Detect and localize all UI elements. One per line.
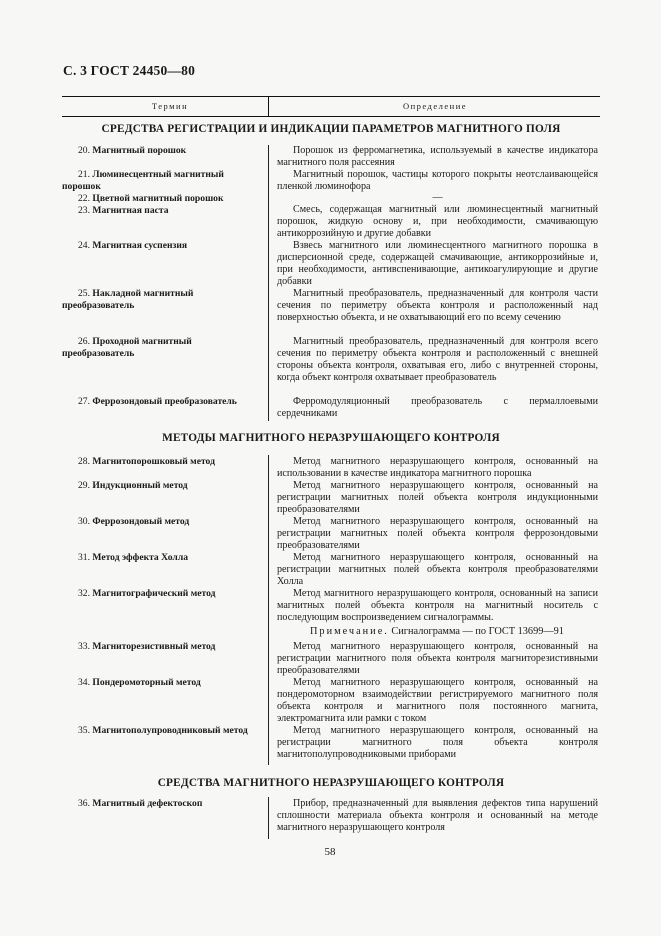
definition-item: Метод магнитного неразрушающего контроля, основанный на записи магнитных полей объекта контроля на магнитный носитель с последующим воспроизведением сигналограммы. bbox=[277, 588, 598, 624]
table-top-rule bbox=[62, 96, 600, 97]
page-number: 58 bbox=[324, 846, 336, 858]
definition-item: Метод магнитного неразрушающего контроля, основанный на регистрации магнитных полей объекта контроля преобразователями Холла bbox=[277, 552, 598, 588]
definition-item: Взвесь магнитного или люминесцентного магнитного порошка в дисперсионной среде, содержащей смачивающие, антикоррозийные и, при необходимости, антивспенивающие, антикоагулирующие и другие добавки bbox=[277, 240, 598, 288]
term-item: 26. Проходной магнитный преобразователь bbox=[62, 336, 192, 360]
section-title-registration: СРЕДСТВА РЕГИСТРАЦИИ И ИНДИКАЦИИ ПАРАМЕТРОВ МАГНИТНОГО ПОЛЯ bbox=[101, 123, 561, 135]
term-item: 31. Метод эффекта Холла bbox=[78, 552, 188, 563]
term-item: 22. Цветной магнитный порошок bbox=[78, 193, 224, 204]
definition-item: Метод магнитного неразрушающего контроля, основанный на регистрации магнитных полей объекта контроля феррозондовыми преобразователями bbox=[277, 516, 598, 552]
column-header-term: Термин bbox=[151, 101, 189, 111]
column-divider bbox=[268, 455, 269, 765]
term-item: 25. Накладной магнитный преобразователь bbox=[62, 288, 194, 312]
term-item: 33. Магниторезистивный метод bbox=[78, 641, 216, 652]
section-title-instruments: СРЕДСТВА МАГНИТНОГО НЕРАЗРУШАЮЩЕГО КОНТРОЛЯ bbox=[157, 777, 505, 789]
definition-item: Метод магнитного неразрушающего контроля, основанный на пондеромоторном взаимодействии регистрируемого магнитного поля объекта контроля и магнитного поля постоянного магнита, электромагнита или рамки с током bbox=[277, 677, 598, 725]
term-item: 23. Магнитная паста bbox=[78, 205, 169, 216]
definition-item: Метод магнитного неразрушающего контроля, основанный на регистрации магнитного поля объекта контроля магниторезистивными преобразователями bbox=[277, 641, 598, 677]
definition-item: Ферромодуляционный преобразователь с пермаллоевыми сердечниками bbox=[277, 396, 598, 420]
term-item: 30. Феррозондовый метод bbox=[78, 516, 190, 527]
definition-item: — bbox=[432, 192, 443, 203]
definition-item: Магнитный порошок, частицы которого покрыты неотслаивающейся пленкой люминофора bbox=[277, 169, 598, 193]
column-header-definition: Определение bbox=[402, 101, 468, 111]
definition-item: Смесь, содержащая магнитный или люминесцентный магнитный порошок, жидкую основу и, при необходимости, смачивающую антикоррозийную и другие добавки bbox=[277, 204, 598, 240]
definition-item: Порошок из ферромагнетика, используемый в качестве индикатора магнитного поля рассеяния bbox=[277, 145, 598, 169]
page-header: С. 3 ГОСТ 24450—80 bbox=[63, 63, 196, 78]
term-item: 36. Магнитный дефектоскоп bbox=[78, 798, 203, 809]
term-item: 35. Магнитополупроводниковый метод bbox=[78, 725, 248, 736]
definition-item: Метод магнитного неразрушающего контроля, основанный на использовании в качестве индикатора магнитного порошка bbox=[277, 456, 598, 480]
column-divider bbox=[268, 797, 269, 839]
definition-item: Магнитный преобразователь, предназначенный для контроля всего сечения по периметру объекта контроля и расположенный с внешней стороны объекта контроля, охватывая его, либо с внутренней стороны, когда объект контроля охватывает преобразователь bbox=[277, 336, 598, 384]
column-divider bbox=[268, 145, 269, 421]
definition-item: Метод магнитного неразрушающего контроля, основанный на регистрации магнитного поля объекта контроля магнитополупроводниковыми приборами bbox=[277, 725, 598, 761]
term-item: 24. Магнитная суспензия bbox=[78, 240, 188, 251]
header-column-divider bbox=[268, 96, 269, 116]
term-item: 29. Индукционный метод bbox=[78, 480, 188, 491]
definition-item: Прибор, предназначенный для выявления дефектов типа нарушений сплошности материала объекта контроля и основанный на методе магнитного неразрушающего контроля bbox=[277, 798, 598, 834]
term-item: 28. Магнитопорошковый метод bbox=[78, 456, 215, 467]
definition-item: Метод магнитного неразрушающего контроля, основанный на регистрации магнитных полей объекта контроля индукционными преобразователями bbox=[277, 480, 598, 516]
term-item: 32. Магнитографический метод bbox=[78, 588, 216, 599]
definition-item: Магнитный преобразователь, предназначенный для контроля части сечения по периметру объекта контроля и расположенный над поверхностью объекта, и не охватывающий его по всему сечению bbox=[277, 288, 598, 324]
section-title-methods: МЕТОДЫ МАГНИТНОГО НЕРАЗРУШАЮЩЕГО КОНТРОЛЯ bbox=[162, 432, 500, 444]
term-item: 21. Люминесцентный магнитный порошок bbox=[62, 169, 224, 193]
note: Примечание. Сигналограмма — по ГОСТ 13699—91 bbox=[310, 626, 564, 637]
term-item: 27. Феррозондовый преобразователь bbox=[78, 396, 237, 407]
term-item: 34. Пондеромоторный метод bbox=[78, 677, 201, 688]
table-header-rule bbox=[62, 116, 600, 117]
term-item: 20. Магнитный порошок bbox=[78, 145, 187, 156]
